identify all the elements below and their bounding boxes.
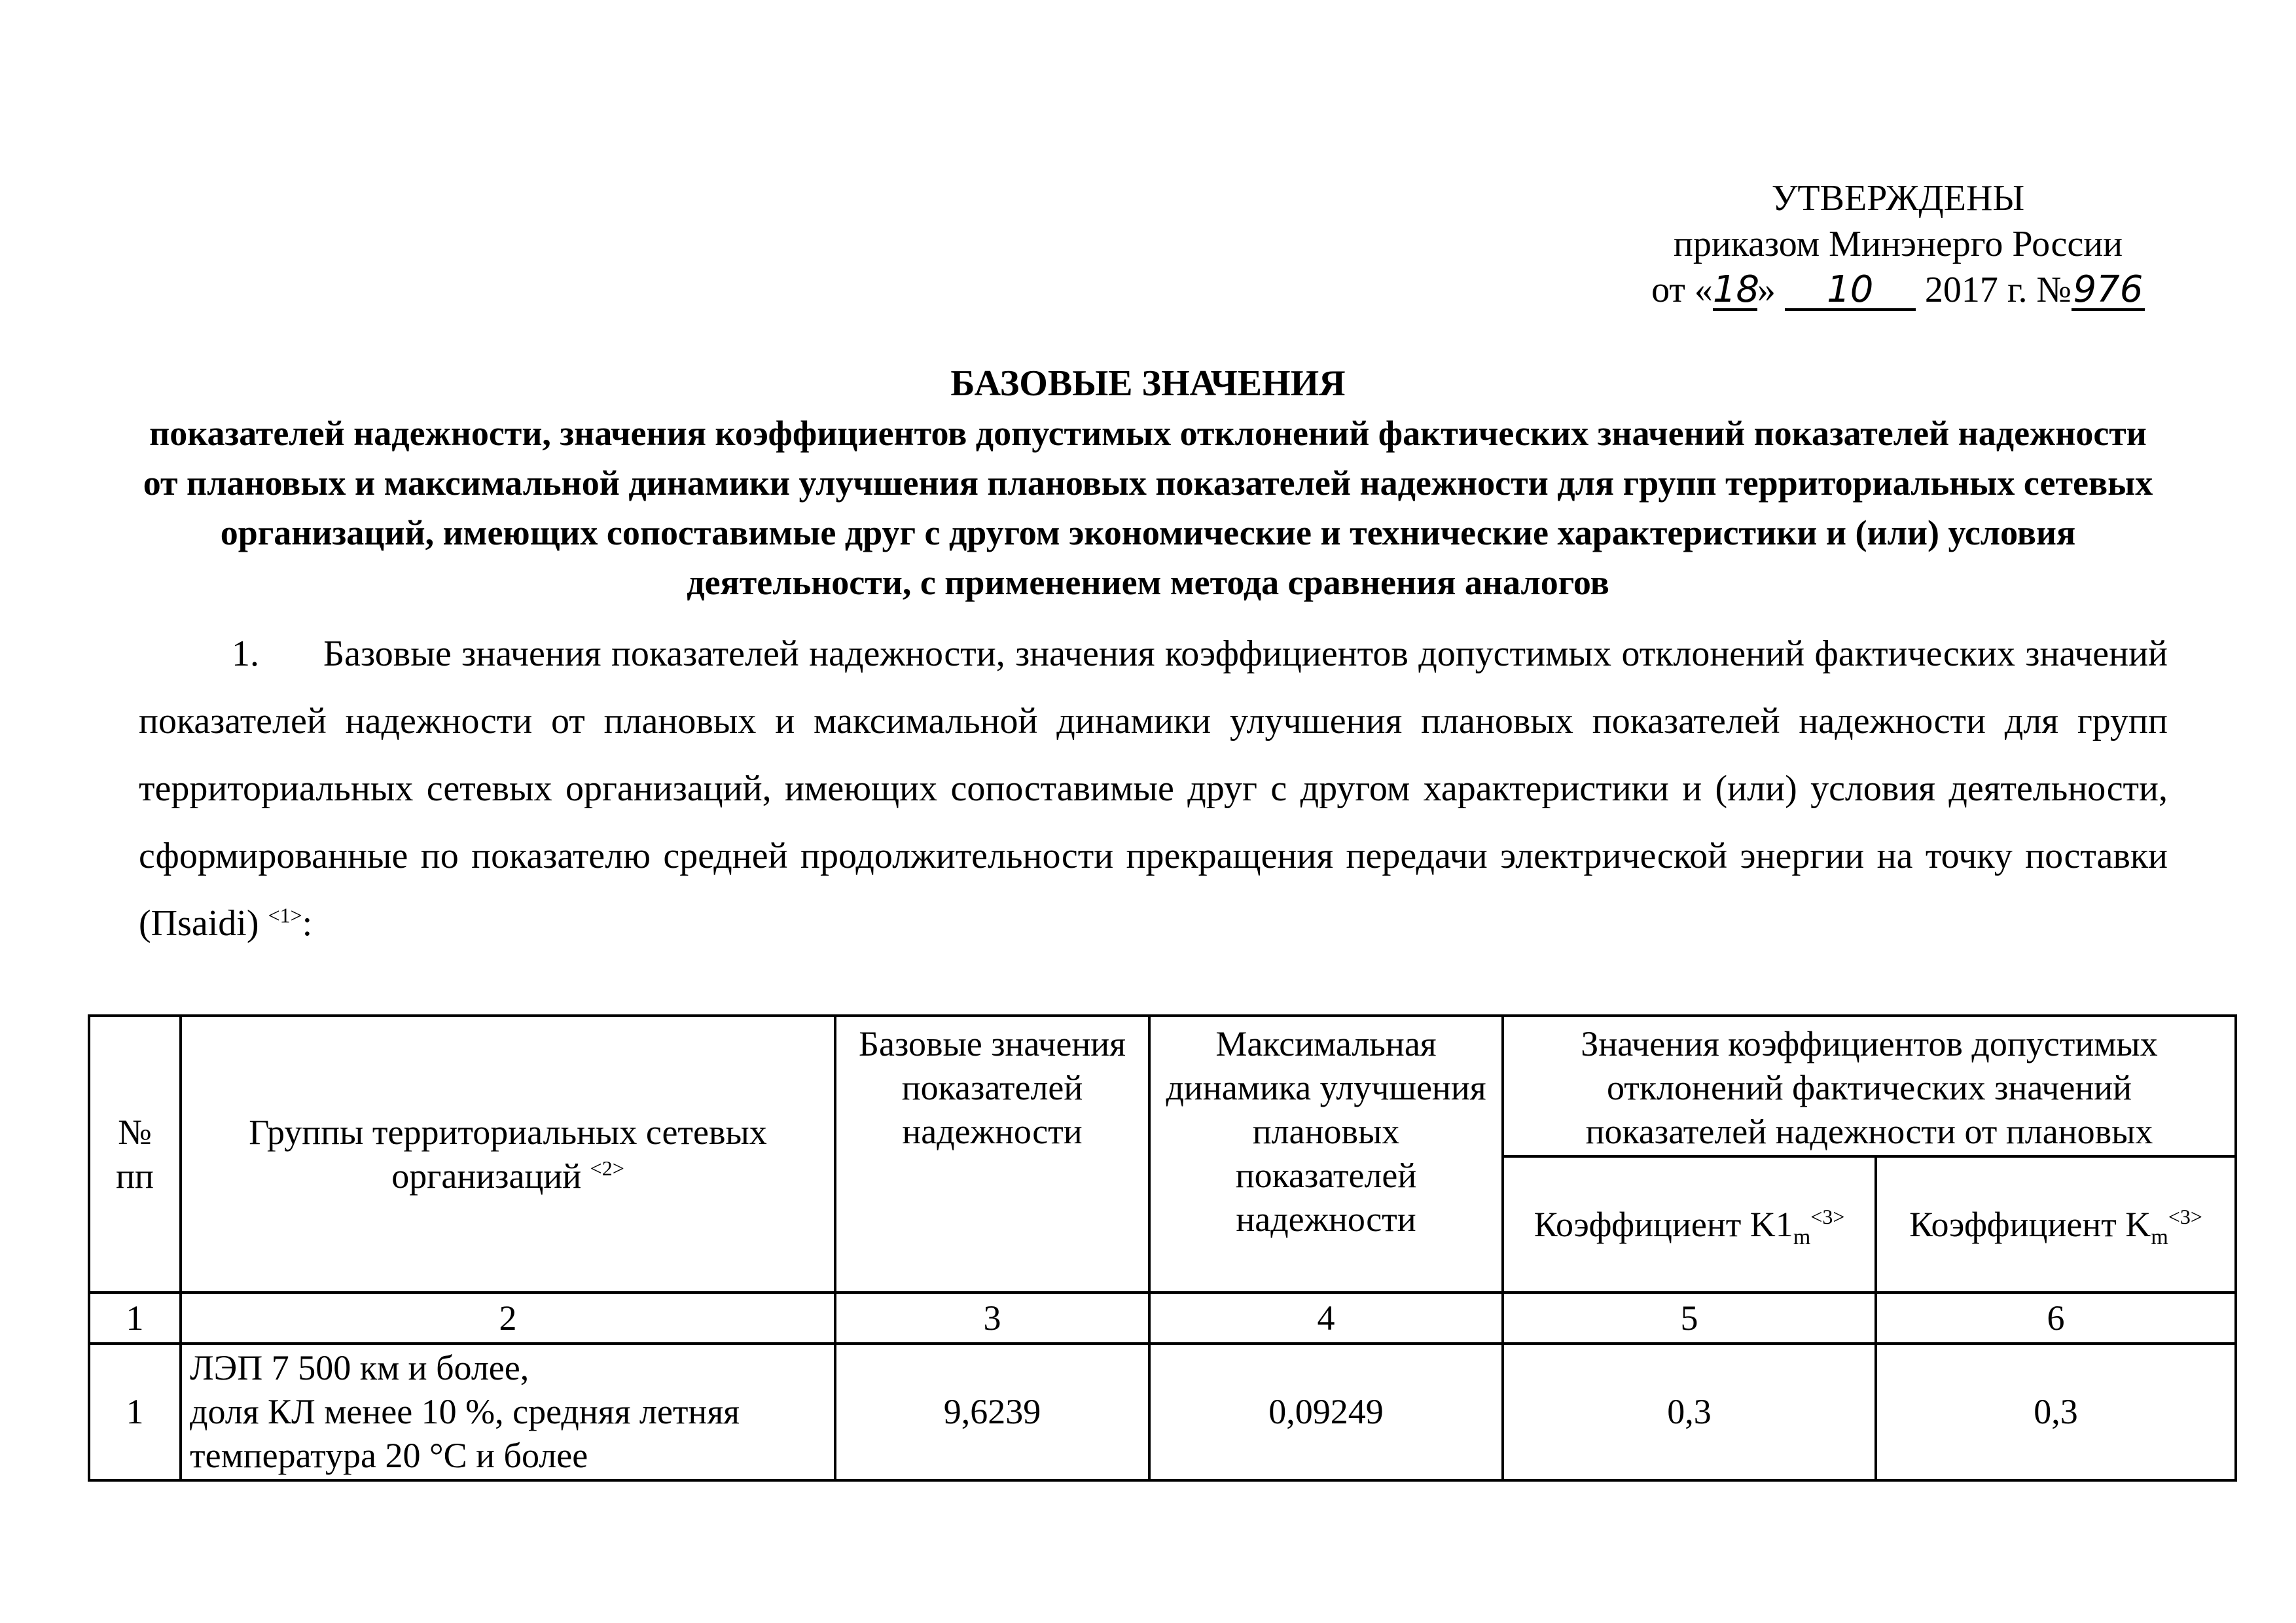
- title-subtitle: показателей надежности, значения коэффициентов допустимых отклонений фактических значений показателей надежности от плановых и максимальной динамики улучшения плановых показателей надежности для групп территориальных сетевых организаций, имеющих сопоставимые друг с другом экономические и технические характеристики и (или) условия деятельности, с применением метода сравнения аналогов: [143, 414, 2153, 602]
- handwritten-order-number: 976: [2072, 272, 2145, 311]
- approval-order-line: приказом Минэнерго России: [1673, 224, 2123, 264]
- header-k1-text: Коэффициент K1: [1534, 1204, 1793, 1244]
- header-num: № пп: [89, 1016, 181, 1293]
- header-k1-sub: m: [1793, 1224, 1811, 1249]
- row-k-value: 0,3: [1876, 1344, 2236, 1480]
- column-number: 1: [89, 1293, 181, 1344]
- column-number: 2: [181, 1293, 835, 1344]
- header-k1-note: <3>: [1810, 1204, 1845, 1228]
- header-base: Базовые значения показателей надежности: [835, 1016, 1149, 1293]
- header-k-sub: m: [2151, 1224, 2168, 1249]
- header-k: [1876, 1156, 2236, 1293]
- header-coeffs: Значения коэффициентов допустимых отклонений фактических значений показателей надежности от плановых: [1503, 1016, 2236, 1156]
- date-mid: »: [1757, 270, 1776, 310]
- row-group-line: температура 20 °С и более: [190, 1436, 588, 1475]
- reliability-table: [88, 1014, 2237, 1482]
- row-k1-value: 0,3: [1503, 1344, 1876, 1480]
- header-row-1: [89, 1016, 2236, 1156]
- row-group-line: ЛЭП 7 500 км и более,: [190, 1348, 529, 1387]
- row-dynamics-value: 0,09249: [1149, 1344, 1503, 1480]
- header-k1: [1503, 1156, 1876, 1293]
- header-group: [181, 1016, 835, 1293]
- column-number: 6: [1876, 1293, 2236, 1344]
- year-text: 2017 г. №: [1924, 270, 2072, 310]
- paragraph-tail: :: [302, 903, 313, 944]
- title-main: БАЗОВЫЕ ЗНАЧЕНИЯ: [950, 363, 1346, 404]
- paragraph-1: [139, 620, 2168, 957]
- row-base-value: 9,6239: [835, 1344, 1149, 1480]
- approval-title: УТВЕРЖДЕНЫ: [1771, 178, 2025, 219]
- date-prefix: от «: [1651, 270, 1713, 310]
- handwritten-day: 18: [1712, 268, 1760, 311]
- header-k-note: <3>: [2168, 1204, 2202, 1228]
- column-number: 4: [1149, 1293, 1503, 1344]
- handwritten-month: 10: [1785, 272, 1916, 311]
- header-group-text: Группы территориальных сетевых организаций: [249, 1112, 767, 1196]
- header-group-note: <2>: [590, 1156, 624, 1180]
- column-number-row: [89, 1293, 2236, 1344]
- approval-date-line: [1623, 267, 2173, 313]
- row-group: [181, 1344, 835, 1480]
- column-number: 3: [835, 1293, 1149, 1344]
- approval-stamp: [1623, 175, 2173, 313]
- table-row: [89, 1344, 2236, 1480]
- document-title: [131, 359, 2165, 607]
- paragraph-number: 1.: [232, 633, 259, 674]
- paragraph-text: Базовые значения показателей надежности, значения коэффициентов допустимых отклонений фактических значений показателей надежности от плановых и максимальной динамики улучшения плановых показателей надежности для групп территориальных сетевых организаций, имеющих сопоставимые друг с другом характеристики и (или) условия деятельности, сформированные по показателю средней продолжительности прекращения передачи электрической энергии на точку поставки (Пsaidi): [139, 633, 2168, 944]
- header-k-text: Коэффициент K: [1909, 1204, 2151, 1244]
- footnote-mark-1: <1>: [268, 903, 302, 927]
- header-dynamics: Максимальная динамика улучшения плановых показателей надежности: [1149, 1016, 1503, 1293]
- row-num: 1: [89, 1344, 181, 1480]
- column-number: 5: [1503, 1293, 1876, 1344]
- row-group-line: доля КЛ менее 10 %, средняя летняя: [190, 1392, 740, 1431]
